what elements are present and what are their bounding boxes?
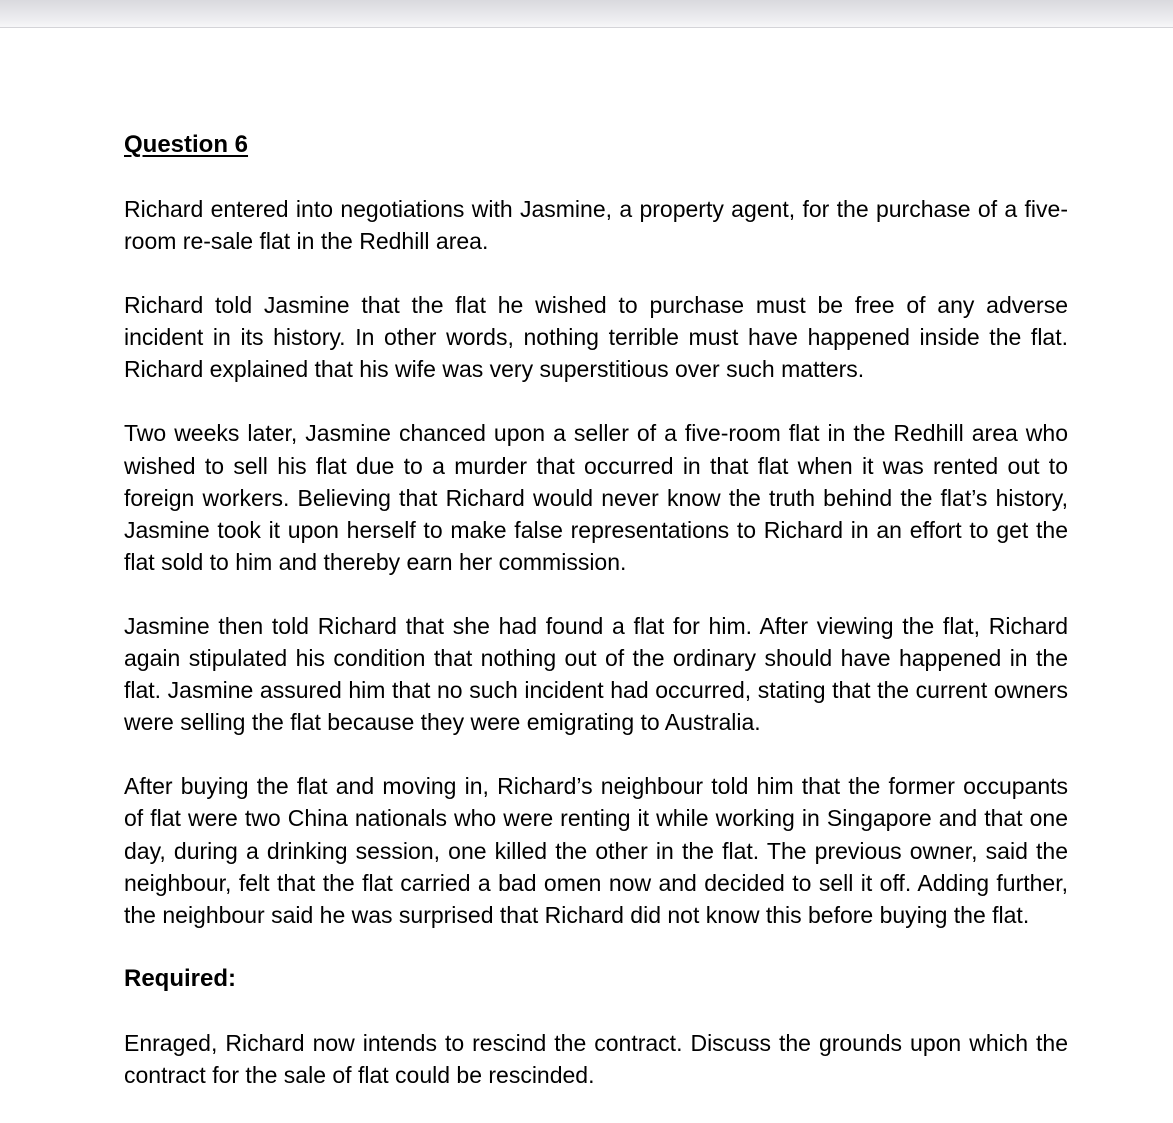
paragraph-4: Jasmine then told Richard that she had found a flat for him. After viewing the flat, Richard again stipulated his condition that nothing out of the ordinary should have happened in the flat. Jasmine assured him that no such incident had occurred, stating that the current owners were selling the flat because they were emigrating to Australia. xyxy=(124,612,1068,736)
viewer-top-bar xyxy=(0,0,1173,28)
question-heading: Question 6 xyxy=(124,131,249,158)
required-label: Required: xyxy=(124,964,237,992)
paragraph-3: Two weeks later, Jasmine chanced upon a seller of a five-room flat in the Redhill area who wished to sell his flat due to a murder that occurred in that flat when it was rented out to foreign workers. Believing that Richard would never know the truth behind the flat’s history, Jasmine took it upon herself to make false representations to Richard in an effort to get the flat sold to him and thereby earn her commission. xyxy=(124,420,1068,575)
required-text: Enraged, Richard now intends to rescind the contract. Discuss the grounds upon which the contract for the sale of flat could be rescinded. xyxy=(124,1029,1068,1088)
paragraph-2: Richard told Jasmine that the flat he wished to purchase must be free of any adverse incident in its history. In other words, nothing terrible must have happened inside the flat. Richard explained that his wife was very superstitious over such matters. xyxy=(124,292,1068,383)
paragraph-1: Richard entered into negotiations with Jasmine, a property agent, for the purchase of a five-room re-sale flat in the Redhill area. xyxy=(124,196,1068,255)
document-page xyxy=(124,129,1068,1123)
paragraph-5: After buying the flat and moving in, Richard’s neighbour told him that the former occupants of flat were two China nationals who were renting it while working in Singapore and that one day, during a drinking session, one killed the other in the flat. The previous owner, said the neighbour, felt that the flat carried a bad omen now and decided to sell it off. Adding further, the neighbour said he was surprised that Richard did not know this before buying the flat. xyxy=(124,773,1068,928)
